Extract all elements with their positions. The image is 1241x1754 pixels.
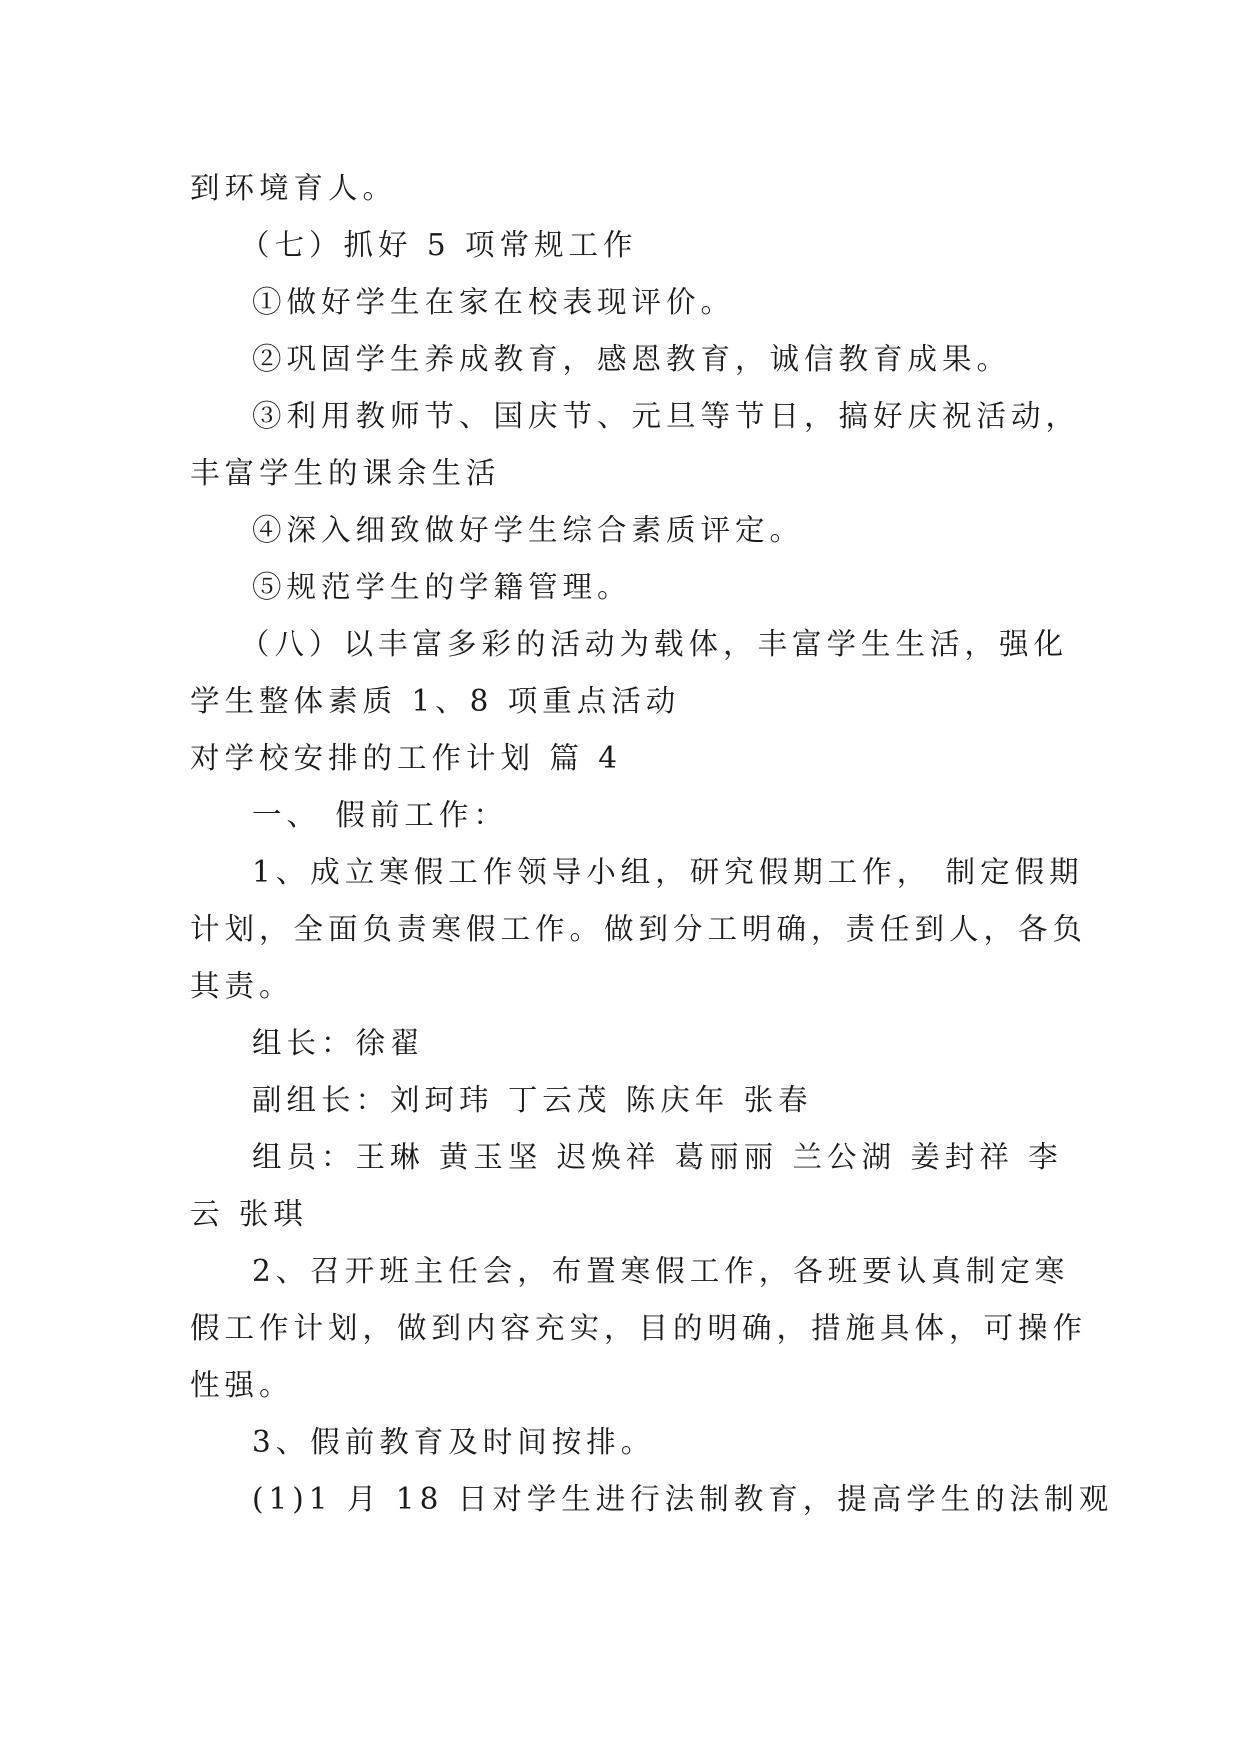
list-item: ②巩固学生养成教育，感恩教育，诚信教育成果。	[252, 342, 1012, 376]
paragraph-line: 性强。	[190, 1368, 294, 1402]
list-item: ③利用教师节、国庆节、元旦等节日，搞好庆祝活动，	[252, 399, 1081, 433]
paragraph-line: 1、成立寒假工作领导小组，研究假期工作， 制定假期	[252, 855, 1084, 889]
list-item: ⑤规范学生的学籍管理。	[252, 570, 632, 604]
list-item: ①做好学生在家在校表现评价。	[252, 285, 736, 319]
section-heading: （七）抓好 5 项常规工作	[240, 228, 638, 262]
deputy-leaders-line: 副组长：刘珂玮 丁云茂 陈庆年 张春	[252, 1083, 813, 1117]
text-line: 到环境育人。	[190, 171, 398, 205]
paragraph-line: 计划，全面负责寒假工作。做到分工明确，责任到人，各负	[190, 912, 1088, 946]
section-heading: 一、 假前工作：	[252, 798, 508, 832]
section-heading: （八）以丰富多彩的活动为载体，丰富学生生活，强化	[240, 627, 1069, 661]
paragraph-line: 2、召开班主任会，布置寒假工作，各班要认真制定寒	[252, 1254, 1070, 1288]
text-line: 学生整体素质 1、8 项重点活动	[190, 684, 681, 718]
members-line: 云 张琪	[190, 1197, 308, 1231]
members-line: 组员：王琳 黄玉坚 迟焕祥 葛丽丽 兰公湖 姜封祥 李	[252, 1140, 1063, 1174]
document-title: 对学校安排的工作计划 篇 4	[190, 741, 623, 775]
paragraph-line: 其责。	[190, 969, 294, 1003]
leader-line: 组长：徐翟	[252, 1026, 425, 1060]
list-item: ④深入细致做好学生综合素质评定。	[252, 513, 805, 547]
paragraph-line: 3、假前教育及时间按排。	[252, 1425, 656, 1459]
text-line: 丰富学生的课余生活	[190, 456, 501, 490]
paragraph-line: 假工作计划，做到内容充实，目的明确，措施具体，可操作	[190, 1311, 1088, 1345]
paragraph-line: (1)1 月 18 日对学生进行法制教育，提高学生的法制观	[252, 1482, 1114, 1516]
